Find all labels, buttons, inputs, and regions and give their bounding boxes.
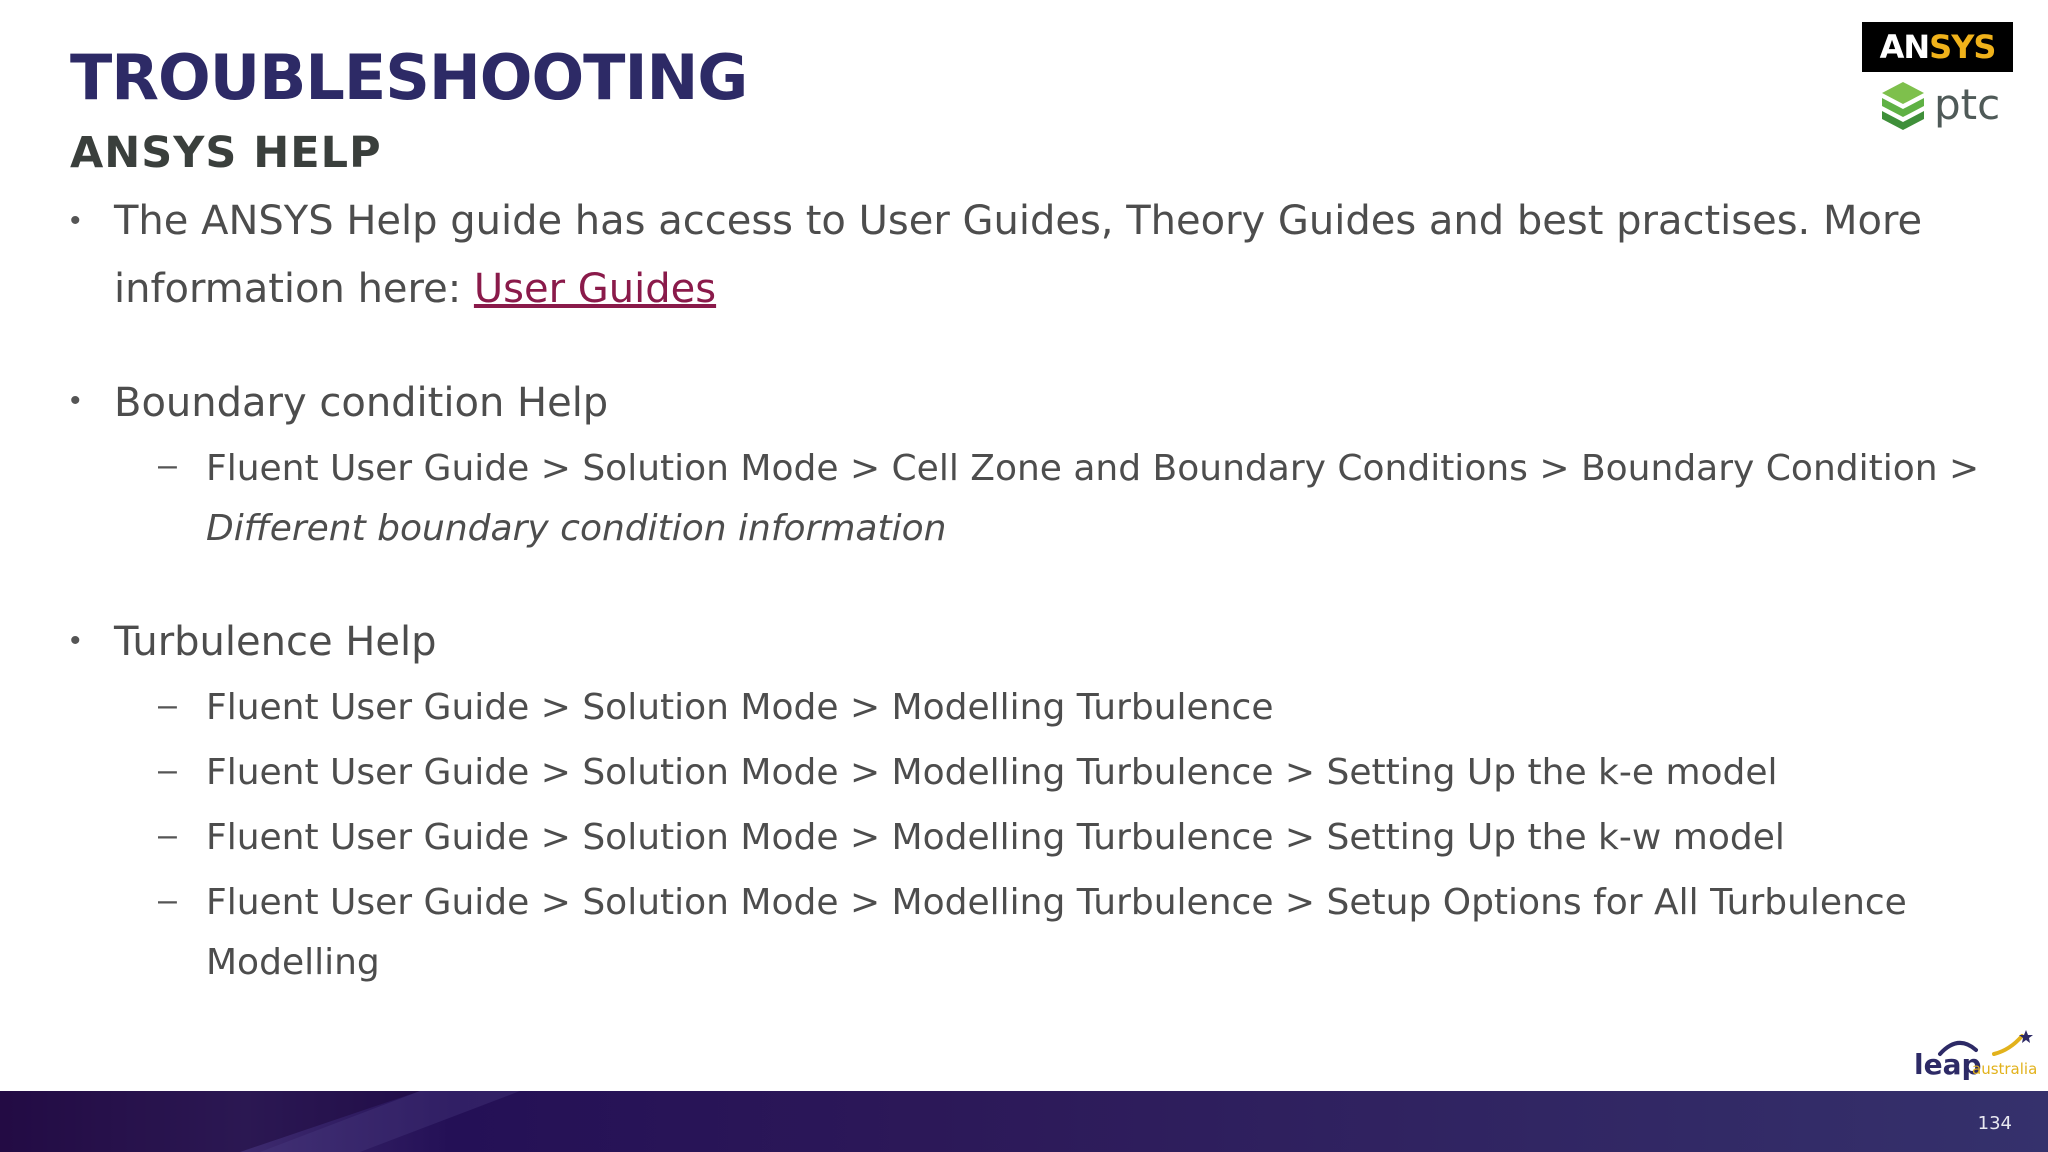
ansys-logo-an: AN [1879,28,1930,66]
turbulence-sub-2: Fluent User Guide > Solution Mode > Modelling Turbulence > Setting Up the k-e model [206,752,1778,793]
bullet-1-prefix: information here: [114,266,474,312]
dash-marker: – [158,816,177,854]
turbulence-sub-4-line-2: Modelling [206,942,380,983]
turbulence-sub-4-line-1: Fluent User Guide > Solution Mode > Modelling Turbulence > Setup Options for All Turbulence [206,882,1907,923]
dash-marker: – [158,686,177,724]
dash-marker: – [158,881,177,919]
ansys-logo [1862,22,2013,72]
ptc-logo [1878,80,2018,132]
turbulence-sub-1: Fluent User Guide > Solution Mode > Modelling Turbulence [206,687,1274,728]
section-subtitle: ANSYS HELP [70,128,382,178]
dash-marker: – [158,751,177,789]
footer-bar [0,1091,2048,1152]
boundary-sub-1-line-2: Different boundary condition information [206,508,947,549]
bullet-2-label: Boundary condition Help [114,380,609,426]
bullet-marker: • [70,204,81,237]
user-guides-link[interactable]: User Guides [473,266,717,312]
dash-marker: – [158,446,177,484]
leap-australia-logo [1910,1028,2036,1084]
boundary-sub-1-line-1: Fluent User Guide > Solution Mode > Cell Zone and Boundary Conditions > Boundary Condition > [206,448,1980,489]
bullet-marker: • [70,624,81,657]
ptc-logo-icon [1878,80,1928,132]
bullet-1-line-2 [114,266,716,312]
footer-decoration [0,1091,2048,1152]
bullet-3-label: Turbulence Help [114,619,437,665]
leap-logo-text: leap [1914,1048,1982,1081]
turbulence-sub-3: Fluent User Guide > Solution Mode > Modelling Turbulence > Setting Up the k-w model [206,817,1785,858]
ansys-logo-sys: SYS [1929,28,1996,66]
ptc-logo-text: ptc [1934,80,2001,129]
bullet-marker: • [70,384,81,417]
page-number: 134 [1977,1113,2012,1134]
leap-logo-subtext: australia [1972,1060,2038,1078]
page-title: TROUBLESHOOTING [70,41,748,114]
bullet-1-line-1: The ANSYS Help guide has access to User Guides, Theory Guides and best practises. More [114,198,1923,244]
